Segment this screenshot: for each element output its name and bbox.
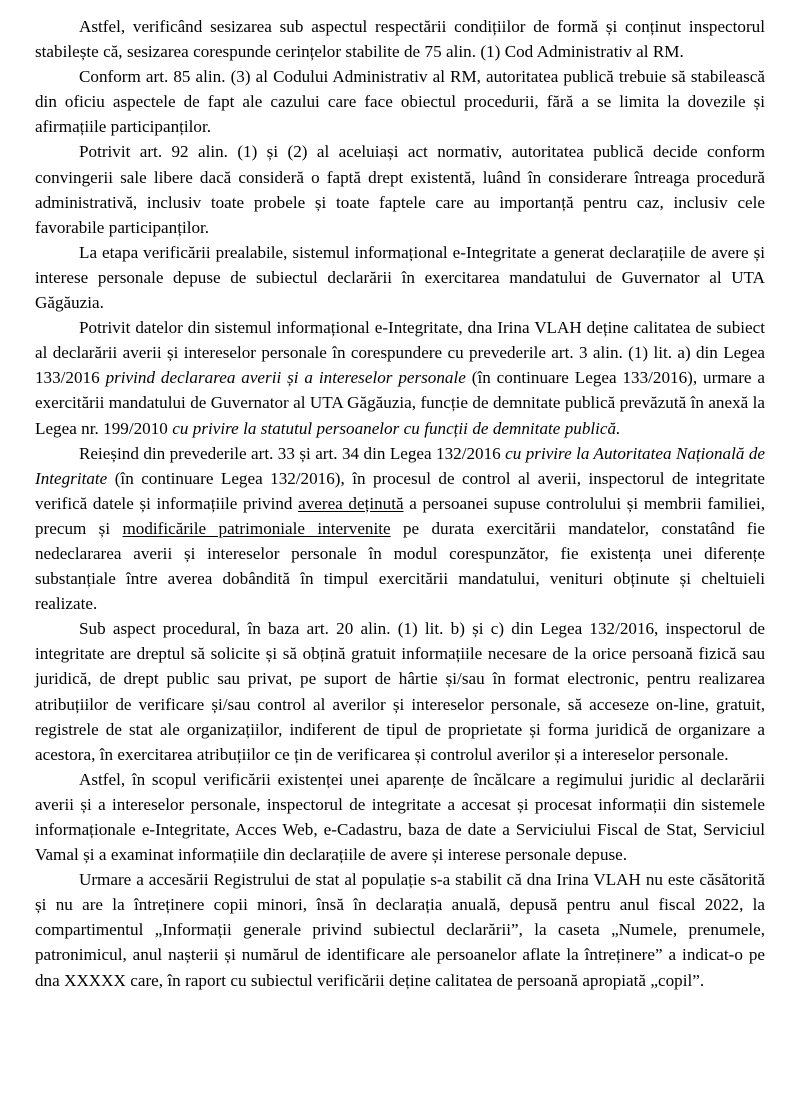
paragraph — [35, 64, 765, 139]
text-run: pe durata exercitării mandatelor, constatând fie nedeclararea averii și intereselor personale în modul corespunzător, fie existența unei diferențe substanțiale între averea dobândită în timpul exercitării mandatului, venituri obținute și cheltuieli realizate. — [35, 518, 765, 614]
text-run: Potrivit datelor din sistemul informațional e-Integritate, dna Irina VLAH deține calitatea de subiect al declarării averii și intereselor personale în corespundere cu prevederile art. 3 alin. (1) lit. a) din Legea 133/2016 — [35, 318, 765, 388]
text-run: Astfel, în scopul verificării existenței unei aparențe de încălcare a regimului juridic al declarării averii și a intereselor personale, inspectorul de integritate a accesat și procesat informații din sistemele informaționale e-Integritate, Acces Web, e-Cadastru, baza de date a Serviciului Fiscal de Stat, Serviciul Vamal și a examinat informațiile din declarațiile de avere și interese personale depuse. — [35, 769, 765, 865]
text-run: a persoanei supuse controlului și membrii familiei, precum și — [35, 493, 765, 538]
paragraph — [35, 240, 765, 315]
text-run: Urmare a accesării Registrului de stat al populație s-a stabilit că dna Irina VLAH nu este căsătorită și nu are la întreținere copii minori, însă în declarația anuală, depusă pentru anul fiscal 2022, la compartimentul „Informații generale privind subiectul declarării”, la caseta „Numele, prenumele, patronimicul, anul nașterii și numărul de identificare ale persoanelor aflate la întreținere” a indicat-o pe dna XXXXX care, în raport cu subiectul verificării deține calitatea de persoană apropiată „copil”. — [35, 870, 765, 990]
text-run: Conform art. 85 alin. (3) al Codului Administrativ al RM, autoritatea publică trebuie să stabilească din oficiu aspectele de fapt ale cazului care face obiectul procedurii, fără a se limita la dovezile și afirmațiile participanților. — [35, 67, 765, 137]
text-run: La etapa verificării prealabile, sistemul informațional e-Integritate a generat declarațiile de avere și interese personale depuse de subiectul declarării în exercitarea mandatului de Guvernator al UTA Găgăuzia. — [35, 242, 765, 313]
text-run: (în continuare Legea 133/2016), urmare a exercitării mandatului de Guvernator al UTA Găgăuzia, funcție de demnitate publică prevăzută în anexă la Legea nr. 199/2010 — [35, 368, 766, 438]
law-title-italic: privind declararea averii și a intereselor personale — [105, 368, 466, 388]
underlined-key-phrase: averea deținută — [298, 493, 404, 513]
paragraph — [35, 767, 765, 867]
text-run: Reieșind din prevederile art. 33 și art. 34 din Legea 132/2016 — [79, 443, 506, 463]
paragraph — [35, 616, 765, 767]
paragraph — [35, 315, 765, 440]
paragraph — [35, 14, 765, 64]
text-run: Astfel, verificând sesizarea sub aspectul respectării condițiilor de formă și conținut inspectorul stabilește că, sesizarea corespunde cerințelor stabilite de 75 alin. (1) Cod Administrativ al RM. — [35, 17, 765, 62]
paragraph — [35, 441, 765, 617]
text-run: Sub aspect procedural, în baza art. 20 alin. (1) lit. b) și c) din Legea 132/2016, inspectorul de integritate are dreptul să solicite și să obțină gratuit informațiile necesare de la orice persoană fizică sau juridică, de drept public sau privat, pe suport de hârtie și/sau în format electronic, pentru realizarea atribuțiilor de verificare și/sau control al averilor și intereselor personale, să acceseze on-line, gratuit, registrele de stat ale organizațiilor, indiferent de tipul de proprietate și forma juridică de organizare a acestora, în exercitarea atribuțiilor ce țin de verificarea și controlul averilor și a intereselor personale. — [35, 619, 765, 764]
document-body — [35, 14, 765, 993]
law-title-italic: cu privire la Autoritatea Națională de Integritate — [35, 443, 766, 488]
underlined-key-phrase: modificările patrimoniale intervenite — [122, 518, 391, 538]
text-run: (în continuare Legea 132/2016), în procesul de control al averii, inspectorul de integritate verifică datele și informațiile privind — [35, 468, 765, 513]
text-run: Potrivit art. 92 alin. (1) și (2) al aceluiași act normativ, autoritatea publică decide conform convingerii sale libere dacă consideră o faptă drept existentă, luând în considerare întreaga procedură administrativă, inclusiv toate probele și toate faptele care au importanță pentru caz, inclusiv cele favorabile participanților. — [35, 142, 765, 237]
paragraph — [35, 139, 765, 239]
paragraph — [35, 867, 765, 992]
law-title-italic: cu privire la statutul persoanelor cu funcții de demnitate publică. — [172, 418, 621, 438]
